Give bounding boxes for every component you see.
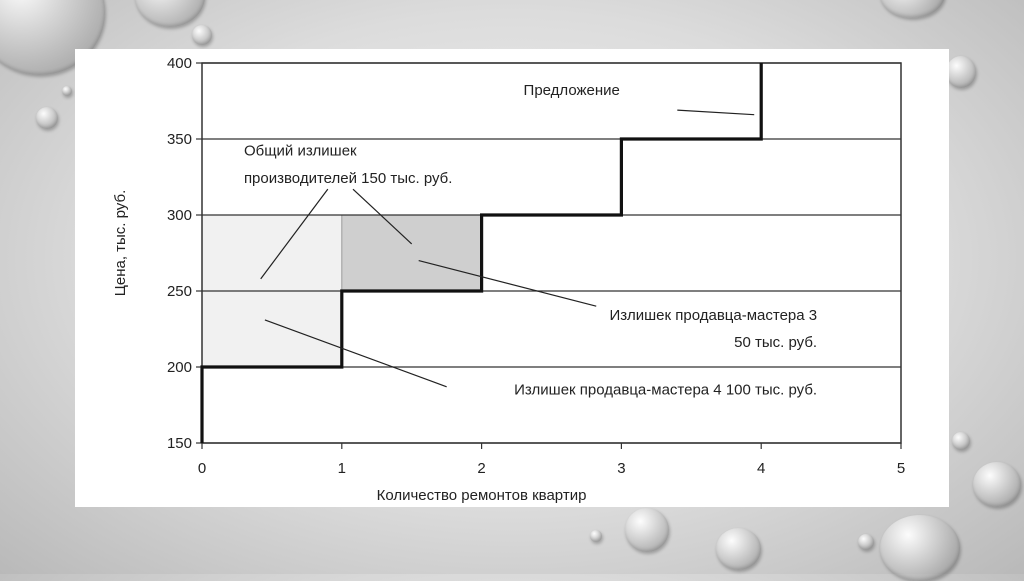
x-tick-label: 4 [757, 460, 766, 477]
water-drop [716, 528, 761, 570]
leader-line-supply [677, 110, 754, 115]
water-drop [192, 25, 212, 45]
x-tick-label: 0 [197, 460, 207, 477]
y-tick-label: 350 [166, 131, 192, 148]
water-drop [973, 462, 1021, 507]
water-drop [952, 432, 970, 450]
water-drop [880, 515, 960, 581]
x-tick-label: 1 [337, 460, 346, 477]
water-drop [625, 508, 669, 552]
water-drop [858, 534, 874, 550]
surplus-area-dark [342, 215, 482, 291]
y-tick-label: 250 [166, 283, 192, 300]
water-drop [62, 86, 72, 96]
y-tick-label: 150 [166, 435, 192, 452]
water-drop [36, 107, 58, 129]
annotation-supply: Предложение [523, 81, 620, 99]
water-drop [135, 0, 205, 27]
annotation-total-surplus: производителей 150 тыс. руб. [243, 170, 453, 188]
x-tick-label: 3 [617, 460, 626, 477]
y-tick-label: 200 [166, 359, 192, 376]
y-tick-label: 300 [166, 207, 192, 224]
chart-panel [75, 49, 949, 507]
annotation-total-surplus: Общий излишек [243, 142, 357, 160]
supply-step-chart [75, 49, 949, 507]
x-tick-label: 5 [896, 460, 906, 477]
water-drop [590, 530, 602, 542]
water-drop [946, 56, 976, 88]
annotation-seller-3: 50 тыс. руб. [734, 334, 818, 352]
y-axis-label: Цена, тыс. руб. [112, 189, 129, 297]
x-tick-label: 2 [477, 460, 486, 477]
annotation-seller-4: Излишек продавца-мастера 4 100 тыс. руб. [514, 381, 818, 399]
y-tick-label: 400 [166, 55, 192, 72]
water-drop [880, 0, 945, 18]
annotation-seller-3: Излишек продавца-мастера 3 [609, 306, 818, 324]
x-axis-label: Количество ремонтов квартир [376, 487, 587, 504]
